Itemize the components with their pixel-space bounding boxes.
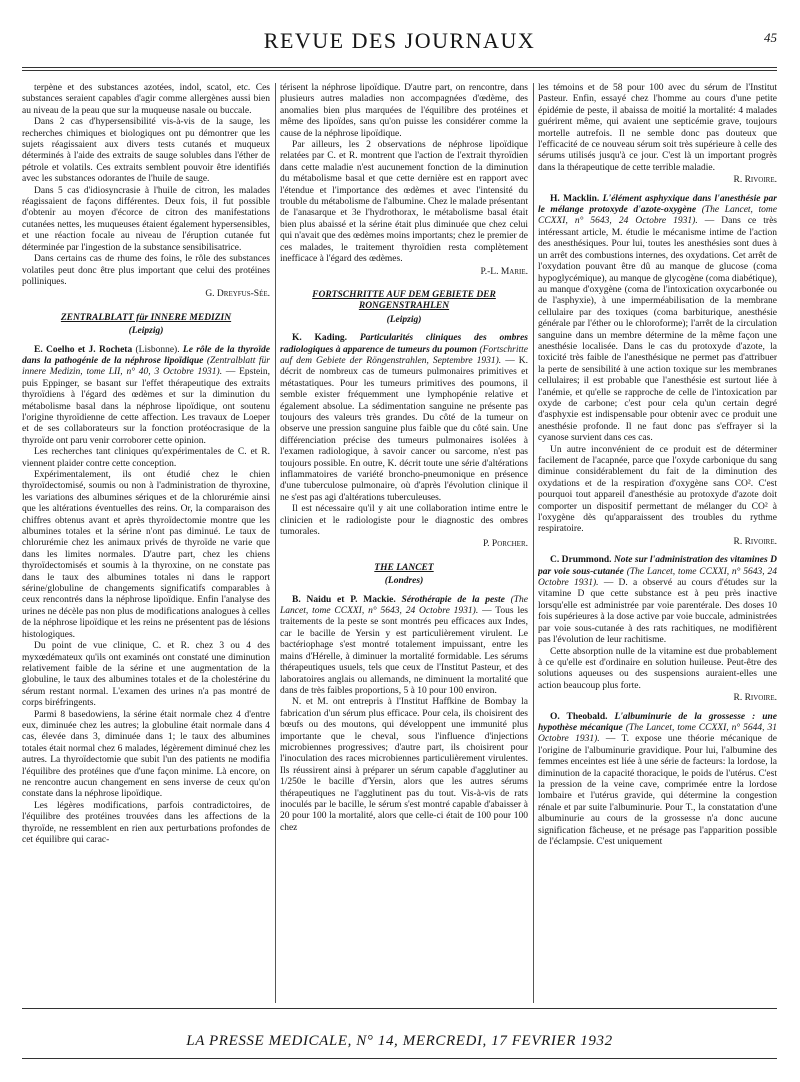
paragraph: Expérimentalement, ils ont étudié chez le chien thyroïdectomisé, soumis ou non à l'administration de thyroxine, les variations des albumines sériques et de la chlorurémie ainsi que les altérations éventuelles des reins. Or, la comparaison des chiffres obtenus avant et après thyroïdectomie montre que les albumines totales et la sérine n'ont pas diminué. Le taux de chlorurémie chez les animaux privés de thyroïde ne varie que dans les limites normales. D'autre part, chez les chiens thyroïdectomisés et soumis à la thyroxine, on ne constate pas dans le taux des albumines totales ni dans le rapport sérine/globuline de changements significatifs comparables à ceux rencontrés dans la néphrose lipoïdique. Enfin l'analyse des urines ne décèle pas non plus de modifications analogues à celles de la néphrose lipoïdique et les reins ne présentent pas de lésions histologiques. <box>22 470 270 640</box>
paragraph: Dans 5 cas d'idiosyncrasie à l'huile de citron, les malades réagissaient de façons différentes. Deux fois, il fut possible d'obtenir au moyen d'écorce de citron des manifestations cutanées nettes, les muqueuses étaient également hypersensibles, et une réaction focale au niveau de l'éruption cutanée fut déterminée par l'ingestion de la substance sensibilisatrice. <box>22 185 270 253</box>
journal-city: (Londres) <box>384 576 424 587</box>
article-source: (Zentralblatt für innere Medizin, tome LII, n° 40, 3 Octobre 1931). <box>22 355 270 378</box>
article-authors: H. Macklin. <box>550 193 600 204</box>
journal-city: (Leipzig) <box>128 326 164 337</box>
journal-title: REVUE DES JOURNAUX <box>263 28 536 53</box>
article-text: — T. expose une théorie mécanique de l'origine de l'albuminurie gravidique. Pour lui, l'albumine des femmes enceintes est liée à une série de facteurs: la lordose, la diminution de la capacité thoracique, le poids de l'utérus. C'est la pression de la veine cave, comprimée entre la lordose lombaire et l'utérus gravide, qui détermine la congestion rénale et par suite l'albuminurie. Pour T., la constatation d'une albuminurie au cours de la grossesse n'a donc aucune signification fâcheuse, et ne présage pas l'apparition possible de l'éclampsie. C'est uniquement <box>538 734 777 847</box>
author-signature: P.-L. Marie. <box>480 266 528 277</box>
paragraph: Du point de vue clinique, C. et R. chez 3 ou 4 des myxœdémateux qu'ils ont examinés ont constaté une diminution relativement faible de la sérine et une augmentation de la globuline, le taux des albumines totales et de la cholestérine du sérum restant normal. L'examen des urines n'a pas montré de corps biréfringents. <box>22 641 270 709</box>
page-number: 45 <box>764 30 777 45</box>
paragraph: Dans 2 cas d'hypersensibilité vis-à-vis de la sauge, les recherches chimiques et biologiques ont pu démontrer que les sujets réagissaient aux divers tests cutanés et muqueux déterminés à l'aide des extraits de sauge solubles dans l'éther de pétrole et volatils. Ces extraits semblent pouvoir être identifiés avec les substances odorantes de l'huile de sauge. <box>22 117 270 185</box>
header-rule-double <box>22 70 777 71</box>
paragraph: Il est nécessaire qu'il y ait une collaboration intime entre le clinicien et le radiologiste pour le diagnostic des ombres tumorales. <box>280 504 528 538</box>
article-source: (The Lancet, tome CCXXI, n° 5644, 31 Octobre 1931). <box>538 722 777 745</box>
paragraph: Dans certains cas de rhume des foins, le rôle des substances volatiles peut donc être plus important que celui des protéines polliniques. <box>22 254 270 287</box>
page-footer: LA PRESSE MEDICALE, N° 14, MERCREDI, 17 FEVRIER 1932 <box>186 1033 613 1049</box>
article-title: Particularités cliniques des ombres radiologiques à apparence de tumeurs du poumon <box>280 333 528 355</box>
page-header <box>22 26 777 66</box>
paragraph: N. et M. ont entrepris à l'Institut Haffkine de Bombay la fabrication d'un sérum plus efficace. Pour cela, ils choisirent des bœufs ou des moutons, qui développent une immunité plus importante que le cheval, sous l'influence d'injections microbiennes progressives; d'autre part, ils choisirent pour l'inoculation des races microbiennes particulièrement virulentes. Ils réussirent ainsi à préparer un sérum capable d'agglutiner au 1/250e le bacille d'Yersin, alors que les autres sérums thérapeutiques ne l'agglutinent pas du tout. Vis-à-vis de rats inoculés par le bacille, le sérum s'est montré capable d'abaisser à 20 pour 100 la mortalité, alors que celle-ci était de 100 pour 100 chez <box>280 697 528 833</box>
column-3 <box>538 83 777 1003</box>
article-abstract <box>538 555 777 646</box>
article-title: Sérothérapie de la peste <box>395 594 505 605</box>
article-authors: O. Theobald. <box>550 711 608 722</box>
author-location: (Lisbonne). <box>132 344 183 355</box>
footer-rule-bottom <box>22 1058 777 1059</box>
column-2 <box>280 83 528 1003</box>
article-title: L'albuminurie de la grossesse : une hypothèse mécanique <box>538 711 777 733</box>
article-text: — Tous les traitements de la peste se sont montrés peu efficaces aux Indes, car le bacille de Yersin y est particulièrement virulent. Le bactériophage s'est montré totalement impuissant, entre les mains d'Hérelle, à diminuer la mortalité formidable. Les sérums thérapeutiques usuels, tels que ceux de l'Institut Pasteur, et des laboratoires anglais ou allemands, ne diminuent la mortalité que dans de très faibles proportions, 5 à 10 pour 100 environ. <box>280 606 528 696</box>
article-authors: E. Coelho et J. Rocheta <box>34 344 133 355</box>
paragraph: Par ailleurs, les 2 observations de néphrose lipoïdique relatées par C. et R. montrent que l'action de l'extrait thyroïdien dans cette maladie n'est aucunement fonction de la diminution du métabolisme basal et que cette dernière est en rapport avec l'étendue et l'importance des œdèmes et avec l'intensité du trouble du métabolisme de l'albumine. Chez le malade présentant de l'anasarque et 3e l'hydrothorax, le métabolisme basal était bien plus abaissé et la sérine était plus diminuée que chez celui qui n'avait que des œdèmes moins importants; chez le premier de ces malades, le traitement thyroïdien resta complètement inefficace à l'égard des œdèmes. <box>280 140 528 265</box>
journal-city: (Leipzig) <box>386 314 422 325</box>
paragraph: Les légères modifications, parfois contradictoires, de l'équilibre des protéines trouvées dans les affections de la thyroïde, ne ressemblent en rien aux perturbations profondes de cet équilibre qui carac- <box>22 800 270 845</box>
footer-rule <box>22 1008 777 1009</box>
paragraph: Parmi 8 basedowiens, la sérine était normale chez 4 d'entre eux, diminuée chez les autres; la globuline était normale dans 4 cas, élevée dans 3, diminuée dans 1; le taux des albumines totales était normal chez 6 malades, légèrement diminué chez les autres. La thyroïdectomie que subit l'un des patients ne modifia l'équilibre des protéines que d'une façon minime. Là encore, on ne rencontre aucun changement en sens inverse de ceux qu'on constate dans la néphrose lipoïdique. <box>22 709 270 800</box>
article-abstract <box>22 345 270 448</box>
author-signature: G. Dreyfus-Sée. <box>205 289 270 300</box>
article-abstract <box>280 595 528 698</box>
article-title: L'élément asphyxique dans l'anesthésie par le mélange protoxyde d'azote-oxygène <box>538 193 777 216</box>
article-text: — D. a observé au cours d'études sur la vitamine D que cette substance est à peu près inactive lorsqu'elle est administrée par voie parentérale. Des doses 10 fois supérieures à la dose active par voie buccale, administrées par voie sous-cutanée à des rats rachitiques, ne modifièrent pas l'évolution de leur rachitisme. <box>538 578 777 646</box>
article-abstract <box>538 194 777 445</box>
paragraph: les témoins et de 58 pour 100 avec du sérum de l'Institut Pasteur. Enfin, essayé chez l'homme au cours d'une petite épidémie de peste, il abaissa de moitié la mortalité: 4 malades guérirent même, qui avaient une septicémie grave, toujours mortelle autrefois. Il ne semble donc pas douteux que l'efficacité de ce nouveau sérum soit très supérieure à celle des sérums utilisés jusqu'à ce jour. C'est là un important progrès dans la thérapeutique de cette terrible maladie. <box>538 83 777 173</box>
journal-heading: ZENTRALBLATT für INNERE MEDIZIN <box>60 312 232 323</box>
author-signature: P. Porcher. <box>482 539 528 550</box>
article-text: — Epstein, puis Eppinger, se basant sur l'effet thérapeutique des extraits thyroïdiens à l'égard des œdèmes et sur la diminution du métabolisme basal dans la néphrose lipoïdique, ont soutenu l'origine thyroïdienne de cette affection. Les travaux de Loeper et de ses collaborateurs sur la fonction protéocrasique de la thyroïde ont paru venir corroborer cette opinion. <box>22 367 270 446</box>
header-rule <box>22 67 777 68</box>
article-abstract <box>280 333 528 504</box>
author-signature: R. Rivoire. <box>733 693 777 704</box>
paragraph: Les recherches tant cliniques qu'expérimentales de C. et R. viennent plaider contre cette conception. <box>22 447 270 469</box>
journal-heading: FORTSCHRITTE AUF DEM GEBIETE DER RONGENSTRAHLEN <box>312 289 496 312</box>
paragraph: Un autre inconvénient de ce produit est de déterminer facilement de l'acapnée, parce que l'oxyde carbonique du sang diminue considérablement du fait de la diminution des oxydations et de la respiration d'oxygène sans CO². C'est pourquoi tout appareil d'anesthésie au protoxyde d'azote doit comporter un dispositif permettant de mélanger du CO² à l'oxygène dès qu'apparaissent des troubles du rythme respiratoire. <box>538 444 777 535</box>
author-signature: R. Rivoire. <box>733 175 777 186</box>
paragraph: térisent la néphrose lipoïdique. D'autre part, on rencontre, dans plusieurs autres maladies non accompagnées d'œdème, des anomalies bien plus marquées de l'équilibre des protéines et même des lipoïdes, sans qu'on puisse les considérer comme la cause de la néphrose lipoïdique. <box>280 83 528 139</box>
article-source: (The Lancet, tome CCXXI, n° 5643, 24 Octobre 1931). <box>538 205 777 227</box>
paragraph: Cette absorption nulle de la vitamine est due probablement à ce qu'elle est d'ordinaire en solution huileuse. Peut-être des solutions aqueuses ou des suspensions auraient-elles une action beaucoup plus forte. <box>538 646 777 691</box>
paragraph: terpène et des substances azotées, indol, scatol, etc. Ces substances seraient capables d'agir comme allergènes aussi bien au niveau de la peau que sur la muqueuse nasale ou buccale. <box>22 83 270 116</box>
article-authors: B. Naidu et P. Mackie. <box>292 594 396 605</box>
article-source: (The Lancet, tome CCXXI, n° 5643, 24 Octobre 1931). <box>280 594 528 617</box>
article-abstract <box>538 712 777 849</box>
article-text: — Dans ce très intéressant article, M. étudie le mécanisme intime de l'action des anesthésiques. Pour lui, toutes les anesthésies sont dues à un arrêt des combustions internes, des oxydations. Cet arrêt de l'oxydation pouvant être dû au manque de glucose (coma hypoglycémique), au manque de glycogène (coma diabétique), au manque d'oxygène (coma de l'intoxication oxycarbonée ou de l'asphyxie), à une imperméabilisation de la membrane cellulaire par des toxiques (coma barbiturique, anesthésie générale par l'éther ou le chloroforme); l'arrêt de la circulation sanguine dans un membre détermine de la même façon une anesthésie localisée. Dans le cas du protoxyde d'azote, la toxicité très faible de l'anesthésique ne permet pas d'attribuer la perte de sensibilité à une action toxique sur les membranes cellulaires; il est probable que l'anesthésie est surtout liée à l'anémie, et qu'elle se rapproche de celle de l'intoxication par oxyde de carbone; c'est pour cela qu'un certain degré d'asphyxie est indispensable pour obtenir avec ce produit une anesthésie profonde. Il ne faut donc pas s'effrayer si la cyanose survient dans ces cas. <box>538 216 777 444</box>
article-source: (Fortschritte auf dem Gebiete der Röngenstrahlen, Septembre 1931). <box>280 344 528 366</box>
article-title: Note sur l'administration des vitamines D par voie sous-cutanée <box>538 555 777 577</box>
journal-heading: THE LANCET <box>374 562 434 573</box>
column-1 <box>22 83 270 1003</box>
article-authors: K. Kading. <box>292 333 348 344</box>
article-columns <box>22 83 777 1003</box>
article-source: (The Lancet, tome CCXXI, n° 5643, 24 Octobre 1931). <box>538 566 777 589</box>
article-authors: C. Drummond. <box>550 555 612 566</box>
article-text: — K. décrit de nombreux cas de tumeurs pulmonaires primitives et métastatiques. Pour les tumeurs primitives des poumons, il semble exister fréquemment une lymphopénie relative et également absolue. La sédimentation sanguine ne présente pas toujours des valeurs très grandes. Du côté de la tumeur on observe une pression sanguine plus faible que du côté sain. Une différenciation précise des tumeurs pulmonaires isolées à l'examen radiologique, à savoir cancer ou sarcome, n'est pas toujours possible. En outre, K. décrit toute une série d'altérations inflammatoires de variété broncho-pneumonique en présence d'une tuberculose pulmonaire, où d'après l'évolution clinique il ne s'est pas agi d'altérations tuberculeuses. <box>280 355 528 503</box>
author-signature: R. Rivoire. <box>733 536 777 547</box>
article-title: Le rôle de la thyroïde dans la pathogénie de la néphrose lipoïdique <box>22 344 270 366</box>
